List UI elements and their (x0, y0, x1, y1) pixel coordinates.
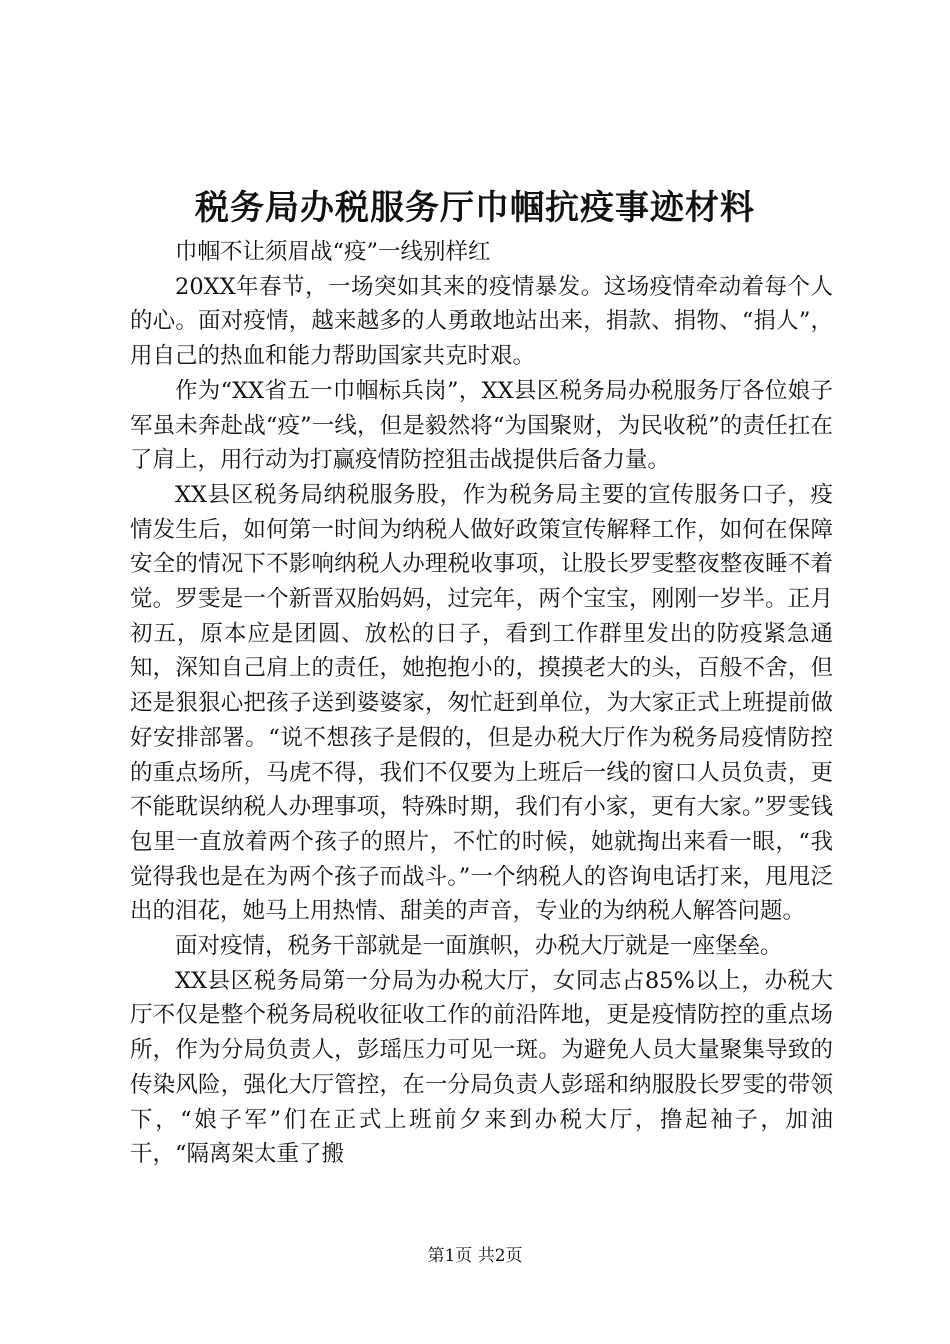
document-title: 税务局办税服务厅巾帼抗疫事迹材料 (195, 188, 755, 228)
page-number-footer: 第1页 共2页 (427, 1246, 523, 1266)
body-paragraph: XX县区税务局第一分局为办税大厅，女同志占85%以上，办税大厅不仅是整个税务局税收征收工作的前沿阵地，更是疫情防控的重点场所，作为分局负责人，彭瑶压力可见一斑。为避免人员大量聚集导致的传染风险，强化大厅管控，在一分局负责人彭瑶和纳服股长罗雯的带领下，“娘子军”们在正式上班前夕来到办税大厅，撸起袖子，加油干，“隔离架太重了搬 (130, 967, 833, 1168)
subtitle-paragraph: 巾帼不让须眉战“疫”一线别样红 (175, 239, 491, 265)
body-paragraph: 面对疫情，税务干部就是一面旗帜，办税大厅就是一座堡垒。 (175, 933, 783, 960)
body-paragraph: 作为“XX省五一巾帼标兵岗”，XX县区税务局办税服务厅各位娘子军虽未奔赴战“疫”一线，但是毅然将“为国聚财，为民收税”的责任扛在了肩上，用行动为打赢疫情防控狙击战提供后备力量。 (130, 377, 833, 474)
body-paragraph: XX县区税务局纳税服务股，作为税务局主要的宣传服务口子，疫情发生后，如何第一时间为纳税人做好政策宣传解释工作，如何在保障安全的情况下不影响纳税人办理税收事项，让股长罗雯整夜整夜睡不着觉。罗雯是一个新晋双胎妈妈，过完年，两个宝宝，刚刚一岁半。正月初五，原本应是团圆、放松的日子，看到工作群里发出的防疫紧急通知，深知自己肩上的责任，她抱抱小的，摸摸老大的头，百般不舍，但还是狠狠心把孩子送到婆婆家，匆忙赶到单位，为大家正式上班提前做好安排部署。“说不想孩子是假的，但是办税大厅作为税务局疫情防控的重点场所，马虎不得，我们不仅要为上班后一线的窗口人员负责，更不能耽误纳税人办理事项，特殊时期，我们有小家，更有大家。”罗雯钱包里一直放着两个孩子的照片，不忙的时候，她就掏出来看一眼，“我觉得我也是在为两个孩子而战斗。”一个纳税人的咨询电话打来，甩甩泛出的泪花，她马上用热情、甜美的声音，专业的为纳税人解答问题。 (130, 481, 833, 925)
body-paragraph: 20XX年春节，一场突如其来的疫情暴发。这场疫情牵动着每个人的心。面对疫情，越来越多的人勇敢地站出来，捐款、捐物、“捐人”，用自己的热血和能力帮助国家共克时艰。 (130, 273, 833, 370)
document-body (130, 235, 833, 1172)
